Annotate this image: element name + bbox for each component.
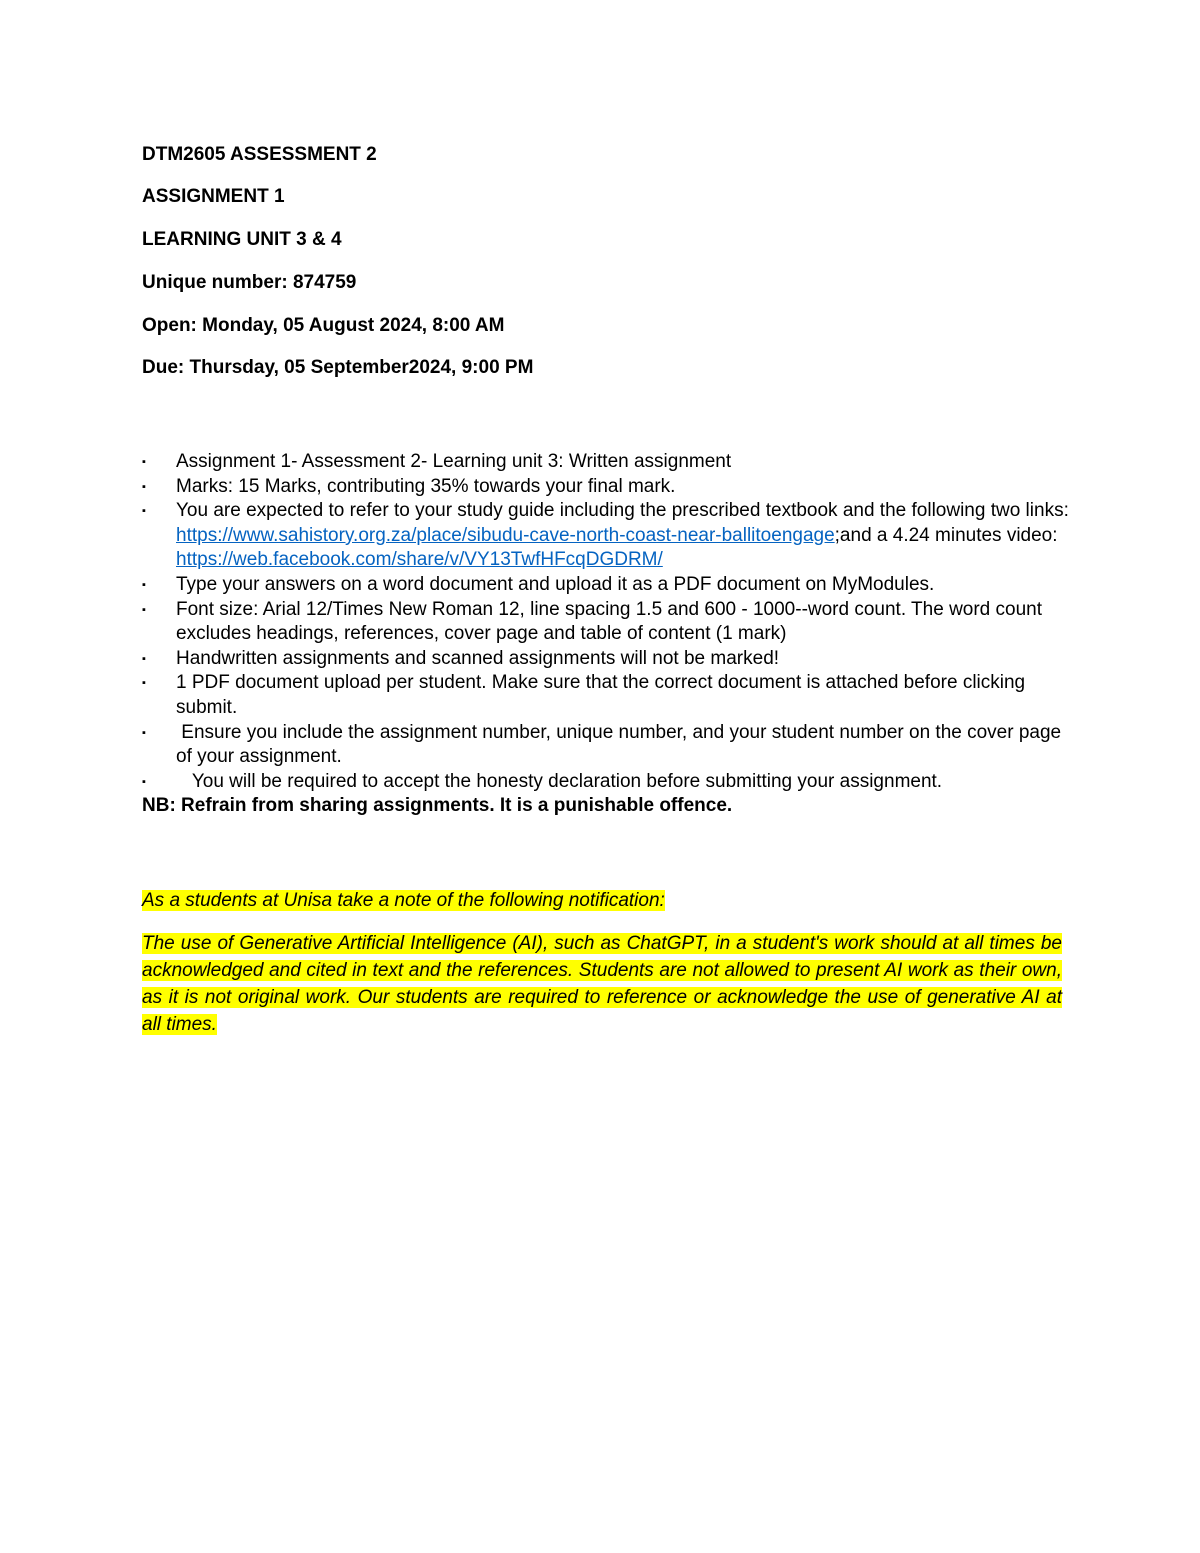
bullet-marker: ▪ [142,652,146,665]
bullet-marker: ▪ [142,726,146,739]
list-item-text: Assignment 1- Assessment 2- Learning unit 3: Written assignment [176,451,732,472]
bullet-marker: ▪ [142,775,146,788]
list-item-text: 1 PDF document upload per student. Make sure that the correct document is attached before clicking submit. [176,672,1026,718]
list-item-text: Handwritten assignments and scanned assignments will not be marked! [176,647,780,669]
learning-unit-heading: LEARNING UNIT 3 & 4 [142,229,342,250]
list-item [142,770,1072,795]
list-item-text: Ensure you include the assignment number, unique number, and your student number on the cover page of your assignment. [176,721,1067,768]
facebook-video-link[interactable]: https://web.facebook.com/share/v/VY13TwfHFcqDGDRM/ [176,549,663,571]
open-date: Open: Monday, 05 August 2024, 8:00 AM [142,315,505,336]
notice-body [142,930,1062,1038]
bullet-marker: ▪ [142,480,146,493]
bullet-marker: ▪ [142,505,146,518]
sahistory-link[interactable]: https://www.sahistory.org.za/place/sibudu-cave-north-coast-near-ballitoengage [176,524,835,546]
list-item-text: You are expected to refer to your study guide including the prescribed textbook and the following two links: [176,500,1069,522]
unique-number: Unique number: 874759 [142,272,357,293]
list-item [142,475,1072,500]
due-date: Due: Thursday, 05 September2024, 9:00 PM [142,357,534,378]
list-item [142,671,1072,720]
bullet-marker: ▪ [142,603,146,616]
notice-title-text: As a students at Unisa take a note of the following notification: [142,890,665,911]
course-title: DTM2605 ASSESSMENT 2 [142,144,377,165]
list-item [142,450,1072,475]
notice-title [142,888,1062,914]
notice-body-text: The use of Generative Artificial Intelligence (AI), such as ChatGPT, in a student's work should at all times be acknowledged and cited in text and the references. Students are not allowed to present AI work as their own, as it is not original work. Our students are required to reference or acknowledge the use of generative AI at all times. [142,933,1062,1035]
bullet-marker: ▪ [142,578,146,591]
nb-warning: NB: Refrain from sharing assignments. It is a punishable offence. [142,795,733,817]
list-item-text: Type your answers on a word document and upload it as a PDF document on MyModules. [176,573,935,595]
bullet-marker: ▪ [142,456,146,468]
list-item [142,573,1072,598]
instructions-list [142,450,1072,819]
list-item-text: Font size: Arial 12/Times New Roman 12, line spacing 1.5 and 600 - 1000--word count. The word count excludes headings, references, cover page and table of content (1 mark) [176,598,1043,645]
list-item [142,499,1072,573]
list-item-text: You will be required to accept the honesty declaration before submitting your assignment. [176,770,943,792]
list-item-text: Marks: 15 Marks, contributing 35% towards your final mark. [176,475,676,497]
list-item [142,647,1072,672]
assignment-heading: ASSIGNMENT 1 [142,186,285,207]
bullet-marker: ▪ [142,677,146,690]
list-item [142,598,1072,647]
list-item [142,721,1072,770]
list-item-text: ;and a 4.24 minutes video: [834,524,1058,546]
